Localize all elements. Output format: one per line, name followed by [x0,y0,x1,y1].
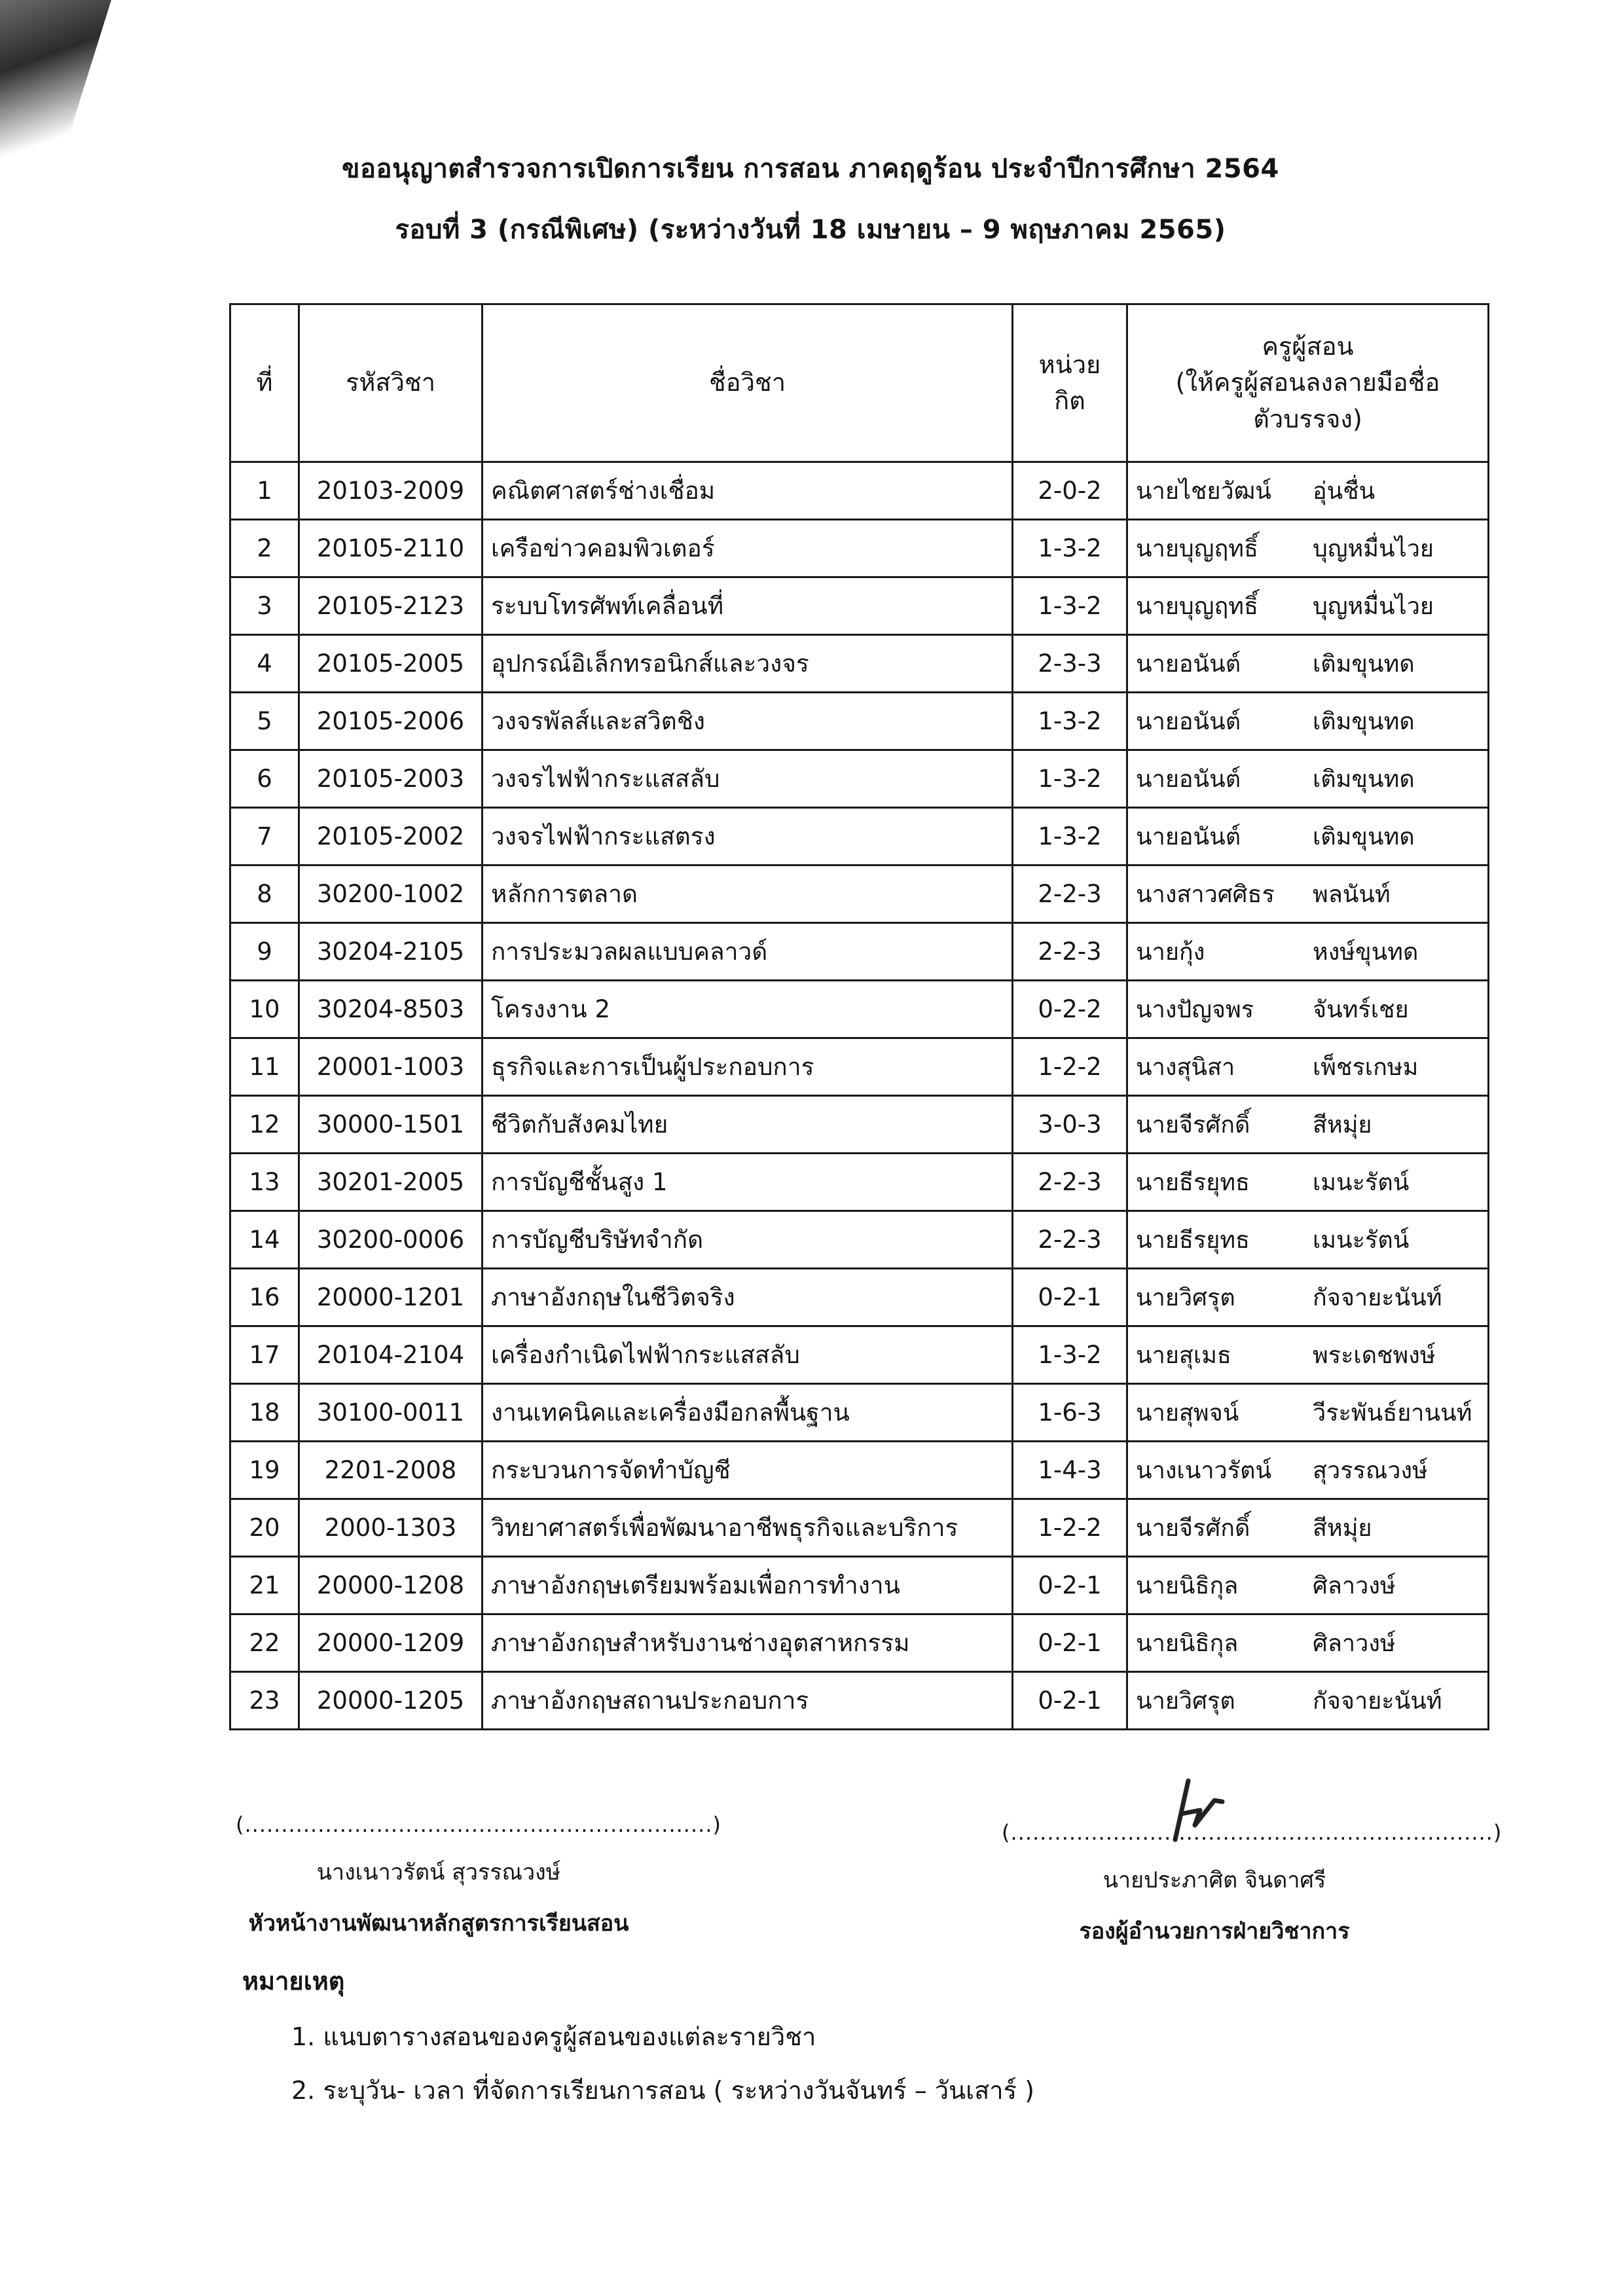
teacher-last-name: สุวรรณวงษ์ [1313,1457,1428,1484]
course-credit: 1-3-2 [1013,577,1127,635]
note-item: 1. แนบตารางสอนของครูผู้สอนของแต่ละรายวิชา [291,2022,816,2051]
teacher-last-name: พลนันท์ [1313,881,1391,908]
signer-position-left: หัวหน้างานพัฒนาหลักสูตรการเรียนสอน [248,1910,629,1937]
row-number: 13 [230,1154,299,1211]
teacher-first-name: นางเนาวรัตน์ [1136,1457,1272,1484]
teacher-last-name: กัจจายะนันท์ [1313,1285,1442,1311]
course-code: 30200-1002 [299,866,483,923]
header-teacher-line2: (ให้ครูผู้สอนลงลายมือชื่อ [1175,368,1440,397]
teacher-last-name: เมนะรัตน์ [1313,1169,1410,1196]
teacher-first-name: นางสาวศศิธร [1136,881,1275,908]
table-row [230,577,1489,635]
header-name: ชื่อวิชา [483,304,1013,462]
row-number: 3 [230,577,299,635]
course-name: หลักการตลาด [483,866,1013,923]
course-code: 20105-2002 [299,808,483,866]
header-no: ที่ [230,304,299,462]
course-credit: 1-3-2 [1013,1326,1127,1384]
row-number: 6 [230,750,299,808]
signer-name-left: นางเนาวรัตน์ สุวรรณวงษ์ [316,1859,561,1886]
teacher-cell [1127,981,1489,1038]
teacher-cell [1127,1038,1489,1096]
course-credit: 0-2-1 [1013,1269,1127,1326]
teacher-first-name: นายไชยวัฒน์ [1136,478,1271,505]
notes-title: หมายเหตุ [242,1967,345,1995]
teacher-last-name: วีระพันธ์ยานนท์ [1313,1400,1472,1427]
table-row [230,1326,1489,1384]
teacher-cell [1127,750,1489,808]
teacher-last-name: บุญหมื่นไวย [1313,536,1434,562]
teacher-first-name: นายจีรศักดิ์ [1136,1515,1250,1542]
course-credit: 0-2-1 [1013,1557,1127,1614]
course-credit: 1-2-2 [1013,1499,1127,1557]
course-credit: 1-3-2 [1013,693,1127,750]
signature-line-left: (................................................................) [236,1812,721,1837]
teacher-first-name: นายกุ้ง [1136,939,1205,966]
row-number: 21 [230,1557,299,1614]
teacher-last-name: เมนะรัตน์ [1313,1227,1410,1254]
teacher-cell [1127,1557,1489,1614]
course-code: 20000-1209 [299,1614,483,1672]
teacher-cell [1127,923,1489,981]
course-credit: 1-3-2 [1013,808,1127,866]
teacher-first-name: นายวิศรุต [1136,1688,1235,1715]
table-row [230,693,1489,750]
signer-position-right: รองผู้อำนวยการฝ่ายวิชาการ [1079,1918,1350,1944]
course-name: ภาษาอังกฤษเตรียมพร้อมเพื่อการทำงาน [483,1557,1013,1614]
course-credit: 3-0-3 [1013,1096,1127,1154]
course-name: ระบบโทรศัพท์เคลื่อนที่ [483,577,1013,635]
table-row [230,1384,1489,1442]
signature-block-left [236,1812,721,1941]
teacher-last-name: จันทร์เชย [1313,996,1409,1023]
course-name: เครื่องกำเนิดไฟฟ้ากระแสสลับ [483,1326,1013,1384]
course-code: 30201-2005 [299,1154,483,1211]
course-name: วิทยาศาสตร์เพื่อพัฒนาอาชีพธุรกิจและบริการ [483,1499,1013,1557]
table-row [230,1269,1489,1326]
row-number: 19 [230,1442,299,1499]
course-credit: 0-2-1 [1013,1672,1127,1730]
teacher-last-name: เพ็ชรเกษม [1313,1054,1419,1081]
row-number: 18 [230,1384,299,1442]
teacher-last-name: บุญหมื่นไวย [1313,593,1434,620]
teacher-last-name: สีหมุ่ย [1313,1515,1372,1542]
table-row [230,981,1489,1038]
course-name: เครือข่าวคอมพิวเตอร์ [483,520,1013,577]
course-name: อุปกรณ์อิเล็กทรอนิกส์และวงจร [483,635,1013,693]
table-header-row [230,304,1489,462]
course-credit: 1-6-3 [1013,1384,1127,1442]
course-name: ภาษาอังกฤษในชีวิตจริง [483,1269,1013,1326]
teacher-first-name: นายบุญฤทธิ์ [1136,536,1258,562]
teacher-last-name: เติมขุนทด [1313,766,1415,793]
teacher-last-name: กัจจายะนันท์ [1313,1688,1442,1715]
course-code: 20105-2110 [299,520,483,577]
course-name: ชีวิตกับสังคมไทย [483,1096,1013,1154]
course-name: การบัญชีชั้นสูง 1 [483,1154,1013,1211]
course-code: 30000-1501 [299,1096,483,1154]
teacher-last-name: ศิลาวงษ์ [1313,1573,1396,1599]
teacher-first-name: นายธีรยุทธ [1136,1227,1250,1254]
header-credit-line1: หน่วย [1038,350,1101,379]
course-credit: 1-3-2 [1013,520,1127,577]
row-number: 14 [230,1211,299,1269]
teacher-first-name: นายสุเมธ [1136,1342,1231,1369]
course-credit: 2-2-3 [1013,1211,1127,1269]
row-number: 9 [230,923,299,981]
document-subtitle: รอบที่ 3 (กรณีพิเศษ) (ระหว่างวันที่ 18 เมษายน – 9 พฤษภาคม 2565) [395,215,1226,245]
course-code: 2000-1303 [299,1499,483,1557]
table-row [230,1672,1489,1730]
table-row [230,462,1489,520]
row-number: 5 [230,693,299,750]
course-name: การประมวลผลแบบคลาวด์ [483,923,1013,981]
teacher-cell [1127,1499,1489,1557]
course-credit: 2-0-2 [1013,462,1127,520]
course-name: วงจรไฟฟ้ากระแสสลับ [483,750,1013,808]
course-code: 20104-2104 [299,1326,483,1384]
teacher-first-name: นายบุญฤทธิ์ [1136,593,1258,620]
teacher-first-name: นายนิธิกุล [1136,1630,1239,1657]
course-code: 2201-2008 [299,1442,483,1499]
course-name: กระบวนการจัดทำบัญชี [483,1442,1013,1499]
course-code: 30200-0006 [299,1211,483,1269]
teacher-cell [1127,1096,1489,1154]
teacher-cell [1127,866,1489,923]
course-name: วงจรไฟฟ้ากระแสตรง [483,808,1013,866]
course-code: 30100-0011 [299,1384,483,1442]
table-row [230,520,1489,577]
teacher-cell [1127,577,1489,635]
header-teacher-line1: ครูผู้สอน [1262,332,1354,361]
header-teacher-line3: ตัวบรรจง) [1253,404,1362,433]
teacher-last-name: สีหมุ่ย [1313,1112,1372,1139]
course-code: 20000-1201 [299,1269,483,1326]
course-name: ธุรกิจและการเป็นผู้ประกอบการ [483,1038,1013,1096]
teacher-first-name: นางปัญจพร [1136,996,1254,1023]
teacher-last-name: เติมขุนทด [1313,824,1415,850]
course-credit: 1-3-2 [1013,750,1127,808]
row-number: 16 [230,1269,299,1326]
course-code: 20105-2005 [299,635,483,693]
table-row [230,1614,1489,1672]
course-name: การบัญชีบริษัทจำกัด [483,1211,1013,1269]
course-name: คณิตศาสตร์ช่างเชื่อม [483,462,1013,520]
course-credit: 1-4-3 [1013,1442,1127,1499]
course-code: 20000-1205 [299,1672,483,1730]
table-row [230,1442,1489,1499]
course-code: 20105-2003 [299,750,483,808]
document-title: ขออนุญาตสำรวจการเปิดการเรียน การสอน ภาคฤดูร้อน ประจำปีการศึกษา 2564 [342,154,1279,184]
row-number: 8 [230,866,299,923]
teacher-cell [1127,693,1489,750]
teacher-first-name: นายอนันต์ [1136,766,1241,793]
row-number: 20 [230,1499,299,1557]
table-row [230,1557,1489,1614]
teacher-cell [1127,1154,1489,1211]
header-code: รหัสวิชา [299,304,483,462]
row-number: 12 [230,1096,299,1154]
row-number: 4 [230,635,299,693]
course-credit: 0-2-2 [1013,981,1127,1038]
table-row [230,866,1489,923]
teacher-cell [1127,1211,1489,1269]
signature-line-right: (..................................................................) [1002,1820,1503,1845]
table-row [230,808,1489,866]
teacher-first-name: นายจีรศักดิ์ [1136,1112,1250,1139]
teacher-last-name: หงษ์ขุนทด [1313,939,1419,966]
course-credit: 2-2-3 [1013,1154,1127,1211]
course-code: 30204-2105 [299,923,483,981]
row-number: 2 [230,520,299,577]
course-name: วงจรพัลส์และสวิตชิง [483,693,1013,750]
teacher-cell [1127,635,1489,693]
teacher-last-name: อุ่นชื่น [1313,478,1375,505]
row-number: 23 [230,1672,299,1730]
course-name: ภาษาอังกฤษสำหรับงานช่างอุตสาหกรรม [483,1614,1013,1672]
course-table [229,303,1489,1730]
course-name: งานเทคนิคและเครื่องมือกลพื้นฐาน [483,1384,1013,1442]
header-teacher [1127,304,1489,462]
row-number: 11 [230,1038,299,1096]
course-name: ภาษาอังกฤษสถานประกอบการ [483,1672,1013,1730]
teacher-cell [1127,1614,1489,1672]
header-credit [1013,304,1127,462]
course-credit: 0-2-1 [1013,1614,1127,1672]
teacher-first-name: นายอนันต์ [1136,824,1241,850]
course-name: โครงงาน 2 [483,981,1013,1038]
course-credit: 1-2-2 [1013,1038,1127,1096]
table-row [230,1096,1489,1154]
course-code: 20001-1003 [299,1038,483,1096]
table-row [230,923,1489,981]
teacher-first-name: นายธีรยุทธ [1136,1169,1250,1196]
teacher-cell [1127,1442,1489,1499]
course-credit: 2-3-3 [1013,635,1127,693]
course-code: 20105-2123 [299,577,483,635]
table-row [230,1038,1489,1096]
signature-block-right [1002,1820,1503,1948]
table-row [230,1154,1489,1211]
teacher-first-name: นายนิธิกุล [1136,1573,1239,1599]
table-row [230,1499,1489,1557]
row-number: 22 [230,1614,299,1672]
table-row [230,750,1489,808]
row-number: 7 [230,808,299,866]
teacher-cell [1127,462,1489,520]
course-credit: 2-2-3 [1013,923,1127,981]
teacher-cell [1127,808,1489,866]
teacher-cell [1127,1672,1489,1730]
teacher-last-name: เติมขุนทด [1313,708,1415,735]
teacher-last-name: ศิลาวงษ์ [1313,1630,1396,1657]
teacher-first-name: นายอนันต์ [1136,708,1241,735]
teacher-cell [1127,520,1489,577]
course-code: 20105-2006 [299,693,483,750]
teacher-first-name: นางสุนิสา [1136,1054,1235,1081]
signer-name-right: นายประภาศิต จินดาศรี [1102,1867,1326,1893]
row-number: 17 [230,1326,299,1384]
course-code: 20103-2009 [299,462,483,520]
course-code: 30204-8503 [299,981,483,1038]
teacher-cell [1127,1269,1489,1326]
course-credit: 2-2-3 [1013,866,1127,923]
teacher-first-name: นายอนันต์ [1136,651,1241,678]
teacher-last-name: พระเดชพงษ์ [1313,1342,1436,1369]
note-item: 2. ระบุวัน- เวลา ที่จัดการเรียนการสอน ( ระหว่างวันจันทร์ – วันเสาร์ ) [291,2076,1034,2105]
row-number: 10 [230,981,299,1038]
teacher-last-name: เติมขุนทด [1313,651,1415,678]
table-body [230,462,1489,1730]
teacher-cell [1127,1384,1489,1442]
course-code: 20000-1208 [299,1557,483,1614]
table-row [230,635,1489,693]
header-credit-line2: กิต [1054,386,1085,415]
table-row [230,1211,1489,1269]
row-number: 1 [230,462,299,520]
teacher-first-name: นายสุพจน์ [1136,1400,1239,1427]
teacher-cell [1127,1326,1489,1384]
teacher-first-name: นายวิศรุต [1136,1285,1235,1311]
